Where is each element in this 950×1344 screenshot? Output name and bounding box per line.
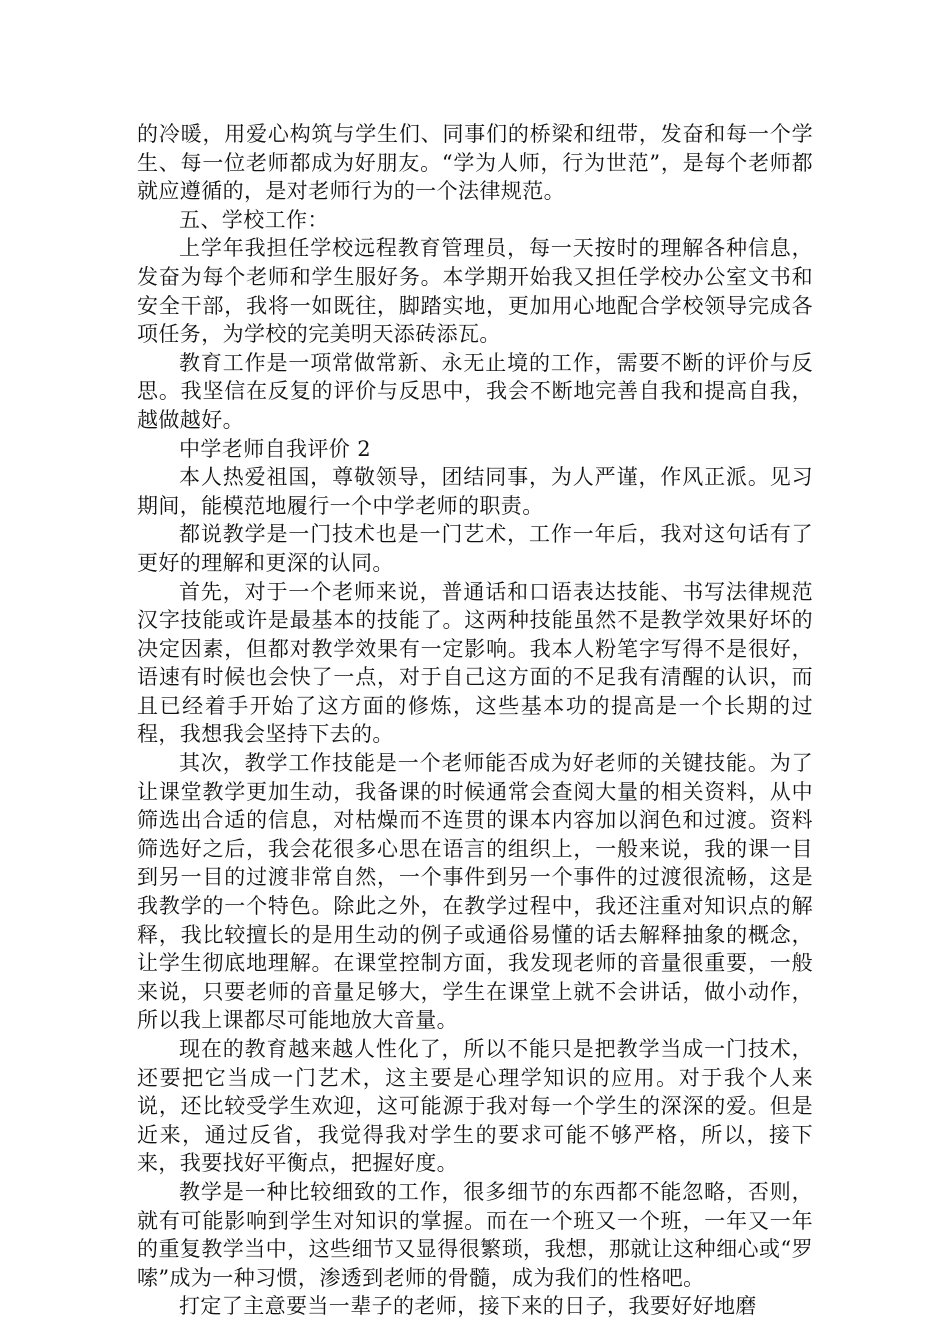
paragraph-attention-to-detail: 教学是一种比较细致的工作，很多细节的东西都不能忽略，否则，就有可能影响到学生对知识的掌握。而在一个班又一个班，一年又一年的重复教学当中，这些细节又显得很繁琐，我想，那就让这种细心或“罗嗦”成为一种习惯，渗透到老师的骨髓，成为我们的性格吧。 [137,1179,813,1290]
section-heading-school-work: 五、学校工作： [179,207,329,232]
paragraph-teaching-skills: 其次，教学工作技能是一个老师能否成为好老师的关键技能。为了让课堂教学更加生动，我备课的时候通常会查阅大量的相关资料，从中筛选出合适的信息，对枯燥而不连贯的课本内容加以润色和过渡。资料筛选好之后，我会花很多心思在语言的组织上，一般来说，我的课一目到另一目的过渡非常自然，一个事件到另一个事件的过渡很流畅，这是我教学的一个特色。除此之外，在教学过程中，我还注重对知识点的解释，我比较擅长的是用生动的例子或通俗易懂的话去解释抽象的概念，让学生彻底地理解。在课堂控制方面，我发现老师的音量很重要，一般来说，只要老师的音量足够大，学生在课堂上就不会讲话，做小动作，所以我上课都尽可能地放大音量。 [137,751,813,1033]
paragraph-humanized-education: 现在的教育越来越人性化了，所以不能只是把教学当成一门技术，还要把它当成一门艺术，这主要是心理学知识的应用。对于我个人来说，还比较受学生欢迎，这可能源于我对每一个学生的深深的爱。但是近来，通过反省，我觉得我对学生的要求可能不够严格，所以，接下来，我要找好平衡点，把握好度。 [137,1037,813,1176]
paragraph-continuation: 的冷暖，用爱心构筑与学生们、同事们的桥梁和纽带，发奋和每一个学生、每一位老师都成为好朋友。“学为人师，行为世范”，是每个老师都就应遵循的，是对老师行为的一个法律规范。 [137,122,813,204]
paragraph-closing: 打定了主意要当一辈子的老师，接下来的日子，我要好好地磨 [179,1294,757,1319]
paragraph-basic-skills: 首先，对于一个老师来说，普通话和口语表达技能、书写法律规范汉字技能或许是最基本的技能了。这两种技能虽然不是教学效果好坏的决定因素，但都对教学效果有一定影响。我本人粉笔字写得不是很好，语速有时候也会快了一点，对于自己这方面的不足我有清醒的认识，而且已经着手开始了这方面的修炼，这些基本功的提高是一个长期的过程，我想我会坚持下去的。 [137,579,813,747]
document-body [137,120,813,1321]
paragraph-reflection: 教育工作是一项常做常新、永无止境的工作，需要不断的评价与反思。我坚信在反复的评价与反思中，我会不断地完善自我和提高自我，越做越好。 [137,350,813,432]
paragraph-teaching-art: 都说教学是一门技术也是一门艺术，工作一年后，我对这句话有了更好的理解和更深的认同。 [137,522,813,575]
section-heading-self-evaluation-2: 中学老师自我评价 2 [179,436,372,461]
paragraph-school-work: 上学年我担任学校远程教育管理员，每一天按时的理解各种信息，发奋为每个老师和学生服好务。本学期开始我又担任学校办公室文书和安全干部，我将一如既往，脚踏实地，更加用心地配合学校领导完成各项任务，为学校的完美明天添砖添瓦。 [137,236,813,347]
paragraph-character: 本人热爱祖国，尊敬领导，团结同事，为人严谨，作风正派。见习期间，能模范地履行一个中学老师的职责。 [137,465,813,518]
